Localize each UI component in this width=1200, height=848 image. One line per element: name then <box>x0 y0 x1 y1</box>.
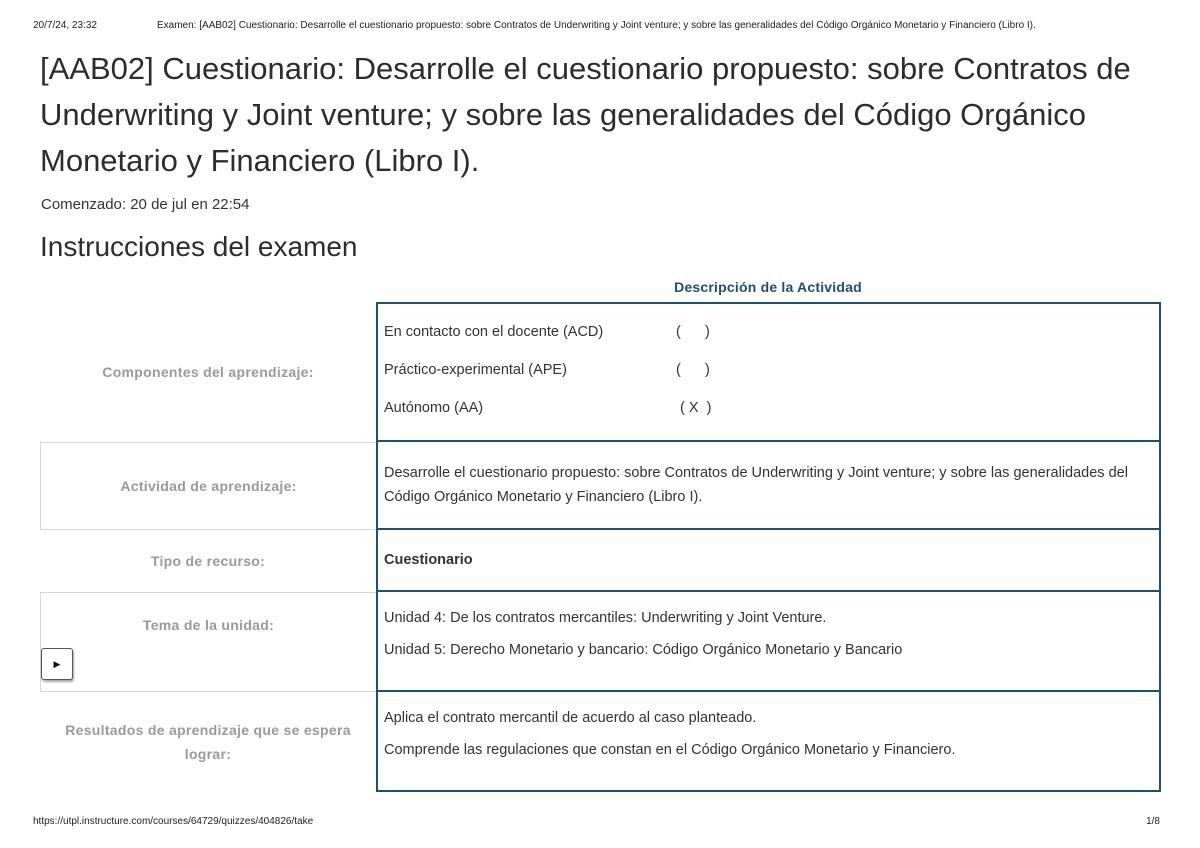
component-name: En contacto con el docente (ACD) <box>384 324 604 340</box>
list-item <box>384 324 1153 362</box>
section-title: Instrucciones del examen <box>40 231 358 262</box>
table-row-resultados <box>40 692 1161 792</box>
table-row-componentes <box>40 302 1161 442</box>
table-header: Descripción de la Actividad <box>674 279 862 295</box>
started-timestamp: Comenzado: 20 de jul en 22:54 <box>41 196 250 213</box>
table-row-actividad <box>40 442 1161 530</box>
row-value <box>376 302 1161 442</box>
row-value <box>376 590 1161 692</box>
component-name: Autónomo (AA) <box>384 400 484 416</box>
list-item: Aplica el contrato mercantil de acuerdo al caso planteado. <box>384 710 757 726</box>
resource-type: Cuestionario <box>384 552 473 568</box>
list-item <box>384 400 1153 438</box>
component-mark: ( X ) <box>676 400 712 416</box>
print-date: 20/7/24, 23:32 <box>33 20 97 31</box>
row-value <box>376 690 1161 792</box>
row-label: Actividad de aprendizaje: <box>40 442 376 530</box>
page-title: [AAB02] Cuestionario: Desarrolle el cuestionario propuesto: sobre Contratos de Underwriting y Joint venture; y sobre las generalidades del Código Orgánico Monetario y Financiero (Libro I). <box>40 51 1131 178</box>
row-value <box>376 528 1161 592</box>
play-button[interactable] <box>41 648 73 680</box>
row-label: Tipo de recurso: <box>150 553 266 569</box>
print-footer <box>33 816 1160 827</box>
list-item: Comprende las regulaciones que constan en el Código Orgánico Monetario y Financiero. <box>384 742 956 758</box>
play-icon: ▶ <box>53 658 61 669</box>
page-number: 1/8 <box>1146 816 1160 827</box>
row-label: Componentes del aprendizaje: <box>102 364 314 380</box>
print-url: https://utpl.instructure.com/courses/64729/quizzes/404826/take <box>33 816 314 827</box>
list-item: Unidad 5: Derecho Monetario y bancario: Código Orgánico Monetario y Bancario <box>384 642 903 658</box>
table-row-tema <box>40 592 1161 692</box>
table-row-tipo <box>40 530 1161 592</box>
print-doc-title: Examen: [AAB02] Cuestionario: Desarrolle el cuestionario propuesto: sobre Contratos de Underwriting y Joint venture; y sobre las generalidades del Código Orgánico Monetario y Financiero (Libro I). <box>157 20 1036 31</box>
component-name: Práctico-experimental (APE) <box>384 362 567 378</box>
row-label: Resultados de aprendizaje que se espera lograr: <box>65 722 351 762</box>
list-item <box>384 362 1153 400</box>
component-mark: ( ) <box>676 362 710 378</box>
activity-text: Desarrolle el cuestionario propuesto: sobre Contratos de Underwriting y Joint venture; y sobre las generalidades del Código Orgánico Monetario y Financiero (Libro I). <box>384 465 1128 505</box>
component-mark: ( ) <box>676 324 710 340</box>
row-label: Tema de la unidad: <box>40 592 376 692</box>
list-item: Unidad 4: De los contratos mercantiles: Underwriting y Joint Venture. <box>384 610 827 626</box>
activity-table <box>40 302 1161 792</box>
print-header <box>33 20 1180 31</box>
row-value <box>376 440 1161 530</box>
